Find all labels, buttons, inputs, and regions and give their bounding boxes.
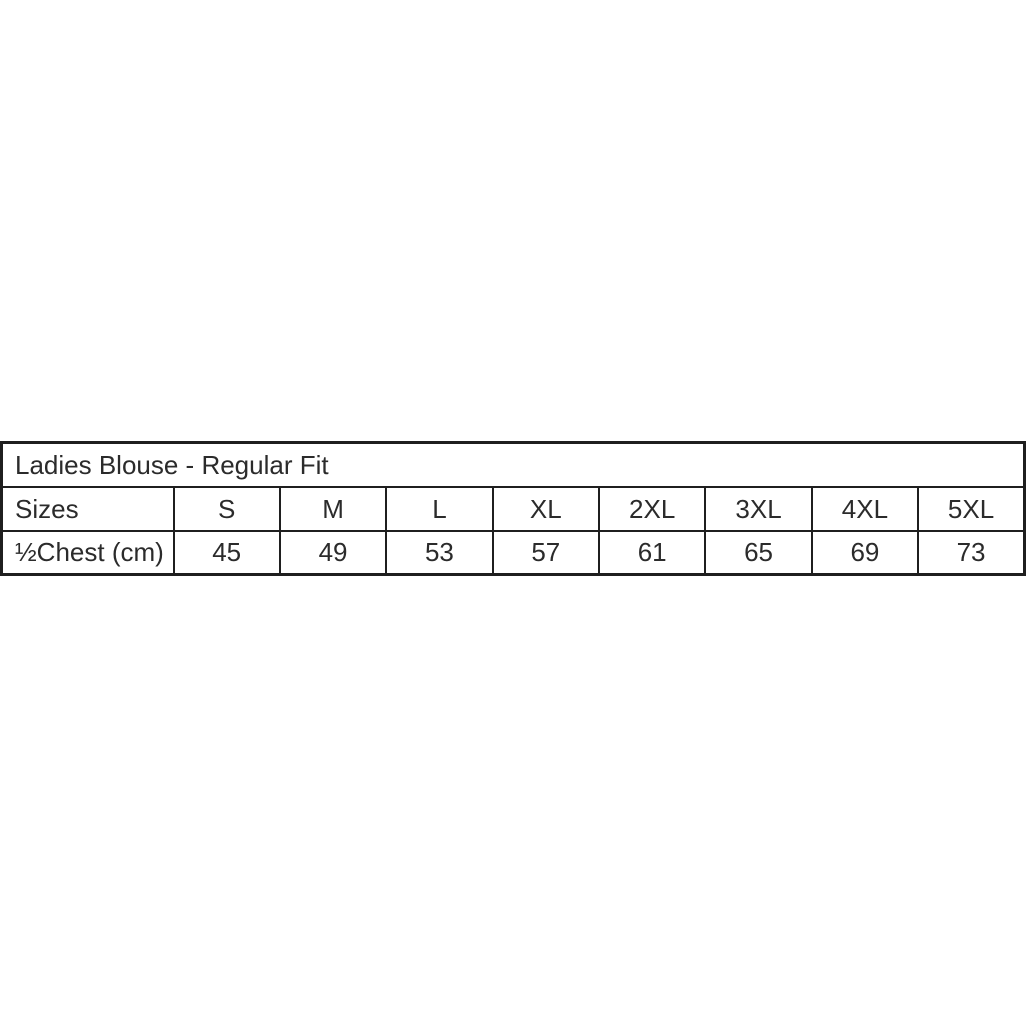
size-cell-s: S <box>174 487 280 531</box>
size-cell-m: M <box>280 487 386 531</box>
sizes-row-label: Sizes <box>2 487 174 531</box>
chest-cell-s: 45 <box>174 531 280 575</box>
chest-row-label: ½Chest (cm) <box>2 531 174 575</box>
chest-cell-5xl: 73 <box>918 531 1024 575</box>
table-title: Ladies Blouse - Regular Fit <box>2 443 1025 487</box>
chest-cell-3xl: 65 <box>705 531 811 575</box>
size-cell-4xl: 4XL <box>812 487 918 531</box>
chest-cell-xl: 57 <box>493 531 599 575</box>
chest-cell-2xl: 61 <box>599 531 705 575</box>
chest-cell-4xl: 69 <box>812 531 918 575</box>
size-cell-l: L <box>386 487 492 531</box>
size-cell-3xl: 3XL <box>705 487 811 531</box>
chest-cell-m: 49 <box>280 531 386 575</box>
chest-cell-l: 53 <box>386 531 492 575</box>
size-chart-table <box>0 441 1026 576</box>
sizes-row <box>2 487 1025 531</box>
size-cell-5xl: 5XL <box>918 487 1024 531</box>
size-cell-2xl: 2XL <box>599 487 705 531</box>
title-row <box>2 443 1025 487</box>
size-cell-xl: XL <box>493 487 599 531</box>
chest-row <box>2 531 1025 575</box>
